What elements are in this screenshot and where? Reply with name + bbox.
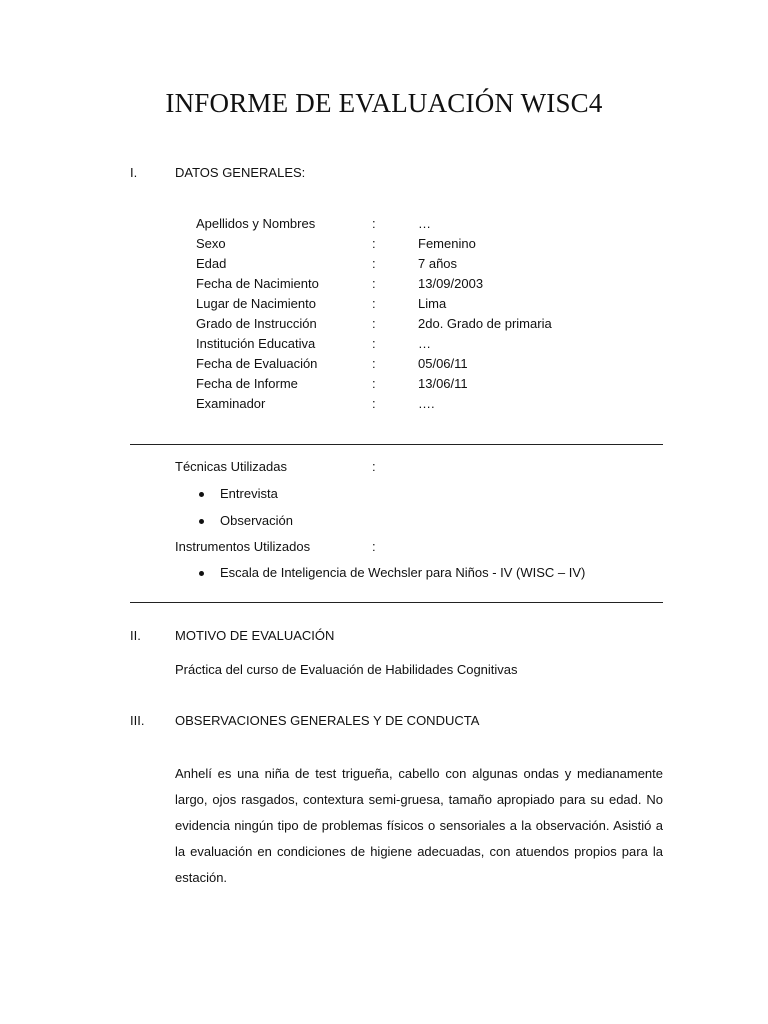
techniques-colon: : xyxy=(372,459,376,474)
instruments-colon: : xyxy=(372,539,376,554)
report-title: INFORME DE EVALUACIÓN WISC4 xyxy=(165,88,603,118)
field-value: 13/06/11 xyxy=(418,376,468,391)
section-3-heading: OBSERVACIONES GENERALES Y DE CONDUCTA xyxy=(175,713,480,728)
paragraph-line: largo, ojos rasgados, contextura semi-gruesa, tamaño apropiado para su edad. No xyxy=(175,792,663,807)
paragraph-line: evidencia ningún tipo de problemas físicos o sensoriales a la observación. Asistió a xyxy=(175,818,663,833)
techniques-label: Técnicas Utilizadas xyxy=(175,459,287,474)
field-value: Femenino xyxy=(418,236,476,251)
field-value: … xyxy=(418,336,431,351)
field-label: Fecha de Informe xyxy=(196,376,298,391)
field-colon: : xyxy=(372,296,376,311)
field-value: Lima xyxy=(418,296,447,311)
field-colon: : xyxy=(372,396,376,411)
paragraph-line: la evaluación en condiciones de higiene adecuadas, con atuendos propios para la xyxy=(175,844,663,859)
field-label: Edad xyxy=(196,256,227,271)
field-colon: : xyxy=(372,216,376,231)
field-value: 13/09/2003 xyxy=(418,276,484,291)
bullet-icon xyxy=(199,519,204,524)
field-value: 05/06/11 xyxy=(418,356,468,371)
bullet-icon xyxy=(199,571,204,576)
field-label: Sexo xyxy=(196,236,226,251)
field-label: Grado de Instrucción xyxy=(196,316,317,331)
field-label: Lugar de Nacimiento xyxy=(196,296,316,311)
field-label: Examinador xyxy=(196,396,266,411)
field-colon: : xyxy=(372,256,376,271)
section-2-number: II. xyxy=(130,628,141,643)
field-colon: : xyxy=(372,276,376,291)
divider xyxy=(130,444,663,445)
field-label: Apellidos y Nombres xyxy=(196,216,316,231)
technique-item: Observación xyxy=(220,513,293,528)
observations-paragraph xyxy=(175,761,663,891)
field-value: … xyxy=(418,216,431,231)
section-2-heading: MOTIVO DE EVALUACIÓN xyxy=(175,628,335,643)
field-colon: : xyxy=(372,376,376,391)
field-colon: : xyxy=(372,316,376,331)
field-colon: : xyxy=(372,356,376,371)
section-2-body: Práctica del curso de Evaluación de Habilidades Cognitivas xyxy=(175,662,518,677)
field-colon: : xyxy=(372,236,376,251)
bullet-icon xyxy=(199,492,204,497)
field-value: 2do. Grado de primaria xyxy=(418,316,552,331)
field-colon: : xyxy=(372,336,376,351)
section-3-number: III. xyxy=(130,713,145,728)
divider xyxy=(130,602,663,603)
field-label: Institución Educativa xyxy=(196,336,316,351)
field-label: Fecha de Evaluación xyxy=(196,356,318,371)
field-label: Fecha de Nacimiento xyxy=(196,276,319,291)
field-value: …. xyxy=(418,396,435,411)
instruments-label: Instrumentos Utilizados xyxy=(175,539,311,554)
instrument-item: Escala de Inteligencia de Wechsler para Niños - IV (WISC – IV) xyxy=(220,565,586,580)
paragraph-line: Anhelí es una niña de test trigueña, cabello con algunas ondas y medianamente xyxy=(175,766,663,781)
section-1-heading: DATOS GENERALES: xyxy=(175,165,306,180)
field-value: 7 años xyxy=(418,256,458,271)
technique-item: Entrevista xyxy=(220,486,278,501)
paragraph-line: estación. xyxy=(175,870,228,885)
section-1-number: I. xyxy=(130,165,138,180)
